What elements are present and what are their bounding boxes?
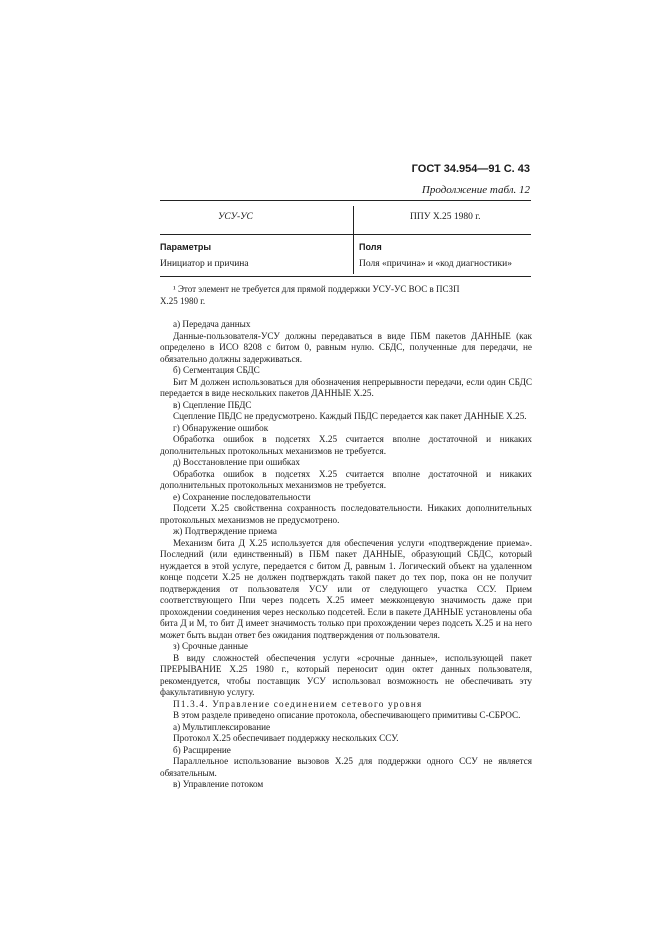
table-label-fields: Поля xyxy=(359,242,382,252)
paragraph: Обработка ошибок в подсетях X.25 считается вполне достаточной и никаких дополнительных протокольных механизмов не требуется. xyxy=(160,434,532,456)
paragraph: Сцепление ПБДС не предусмотрено. Каждый ПБДС передается как пакет ДАННЫЕ X.25. xyxy=(173,411,527,421)
standard-page-number: ГОСТ 34.954—91 С. 43 xyxy=(411,163,530,175)
subheading: б) Расщирение xyxy=(173,744,231,755)
paragraph: В этом разделе приведено описание протокола, обеспечивающего примитивы С-СБРОС. xyxy=(173,710,521,720)
paragraph: Параллельное использование вызовов X.25 для поддержки одного ССУ не является обязательным. xyxy=(160,756,532,778)
table-label-parameters: Параметры xyxy=(160,242,212,252)
footnote-line: X.25 1980 г. xyxy=(160,296,206,306)
subheading: з) Срочные данные xyxy=(173,641,248,651)
footnote xyxy=(160,283,531,307)
subheading: в) Сцепление ПБДС xyxy=(173,399,252,410)
paragraph: Данные-пользователя-УСУ должны передаваться в виде ПБМ пакетов ДАННЫЕ (как определено в ИСО 8208 с битом 0, равным нулю. СБДС, полученные для передачи, не обязательно должны задерживаться. xyxy=(160,330,532,364)
subheading: г) Обнаружение ошибок xyxy=(173,422,269,433)
paragraph: Протокол X.25 обеспечивает поддержку нескольких ССУ. xyxy=(173,733,399,743)
section-heading: П1.3.4. Управление соединением сетевого уровня xyxy=(173,698,423,709)
table-column-divider xyxy=(353,206,354,274)
subheading: в) Управление потоком xyxy=(173,779,264,789)
paragraph: Бит М должен использоваться для обозначения непрерывности передачи, если один СБДС передается в виде нескольких пакетов ДАННЫЕ X.25. xyxy=(160,376,532,398)
table-value-parameters: Инициатор и причина xyxy=(160,259,249,269)
paragraph: Механизм бита Д X.25 используется для обеспечения услуги «подтверждение приема». Последний (или единственный) в ПБМ пакет ДАННЫЕ, образующий СБДС, который нуждается в этой услуге, передается с битом Д, равным 1. Логический объект на удаленном конце подсети X.25 не должен подтверждать такой пакет до тех пор, пока он не получит подтверждения от пользователя УСУ или от следующего участка ССУ. Прием соответствующего Ппи через подсеть X.25 имеет межконцевую значимость даже при прохождении соединения через несколько подсетей. Если в пакете ДАННЫЕ установлены оба бита Д и М, то бит Д имеет значимость только при прохождении через подсеть X.25 и на него может быть выдан ответ без ожидания подтверждения от пользователя. xyxy=(160,537,532,640)
table-12 xyxy=(160,200,531,278)
subheading: б) Сегментация СБДС xyxy=(173,365,260,375)
subheading: е) Сохранение последовательности xyxy=(173,491,311,502)
subheading: д) Восстановление при ошибках xyxy=(173,457,300,467)
subheading: ж) Подтверждение приема xyxy=(173,526,277,536)
table-top-rule xyxy=(160,200,531,201)
table-col2-header: ППУ Х.25 1980 г. xyxy=(410,212,481,222)
body-text xyxy=(160,319,532,791)
footnote-line: ¹ Этот элемент не требуется для прямой поддержки УСУ-УС ВОС в ПСЗП xyxy=(173,284,460,294)
paragraph: В виду сложностей обеспечения услуги «срочные данные», использующей пакет ПРЕРЫВАНИЕ X.25 1980 г., который переносит один октет данных пользователя, рекомендуется, чтобы поставщик УСУ использовал возможность не обеспечивать эту факультативную услугу. xyxy=(160,652,532,697)
table-header-rule xyxy=(160,234,531,235)
paragraph: Обработка ошибок в подсетях X.25 считается вполне достаточной и никаких дополнительных протокольных механизмов не требуется. xyxy=(160,468,532,490)
subheading: а) Передача данных xyxy=(173,319,251,329)
table-value-fields: Поля «причина» и «код диагностики» xyxy=(359,259,512,269)
table-bottom-rule xyxy=(160,276,531,277)
paragraph: Подсети X.25 свойственна сохранность последовательности. Никаких дополнительных протокольных механизмов не предусмотрено. xyxy=(160,503,532,525)
table-continuation-label: Продолжение табл. 12 xyxy=(421,184,530,196)
subheading: а) Мультиплексирование xyxy=(173,721,271,732)
table-col1-header: УСУ-УС xyxy=(218,212,253,222)
